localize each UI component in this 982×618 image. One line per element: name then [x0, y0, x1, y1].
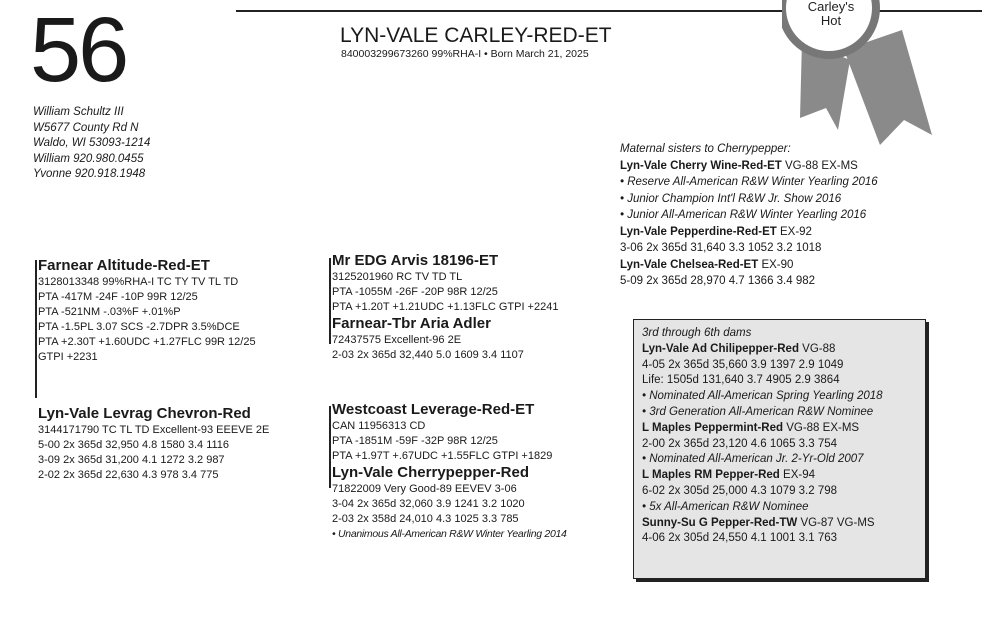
pedigree-bracket — [329, 406, 331, 488]
sire-sire-block — [38, 257, 256, 365]
pedigree-line: PTA -417M -24F -10P 99R 12/25 — [38, 291, 198, 303]
sister-score: EX-92 — [776, 225, 812, 238]
dam-entry-note: • 5x All-American R&W Nominee — [642, 500, 809, 513]
sister-note: • Reserve All-American R&W Winter Yearling 2016 — [620, 176, 878, 188]
dam-entry-score: VG-87 VG-MS — [797, 516, 875, 529]
pedigree-line: 3-09 2x 365d 31,200 4.1 1272 3.2 987 — [38, 454, 225, 466]
sire-block — [332, 252, 558, 363]
maternal-sisters — [620, 141, 878, 290]
sister-name: Lyn-Vale Chelsea-Red-ET — [620, 258, 759, 271]
dam-sire-name: Westcoast Leverage-Red-ET — [332, 401, 535, 418]
ribbon-line: Hot — [820, 13, 842, 28]
animal-name: LYN-VALE CARLEY-RED-ET — [340, 24, 612, 47]
sister-record: 3-06 2x 365d 31,640 3.3 1052 3.2 1018 — [620, 242, 822, 254]
dam-entry-record: Life: 1505d 131,640 3.7 4905 2.9 3864 — [642, 374, 840, 387]
consignor-line: Waldo, WI 53093-1214 — [33, 137, 151, 149]
sister-name: Lyn-Vale Pepperdine-Red-ET — [620, 225, 777, 238]
sister-name: Lyn-Vale Cherry Wine-Red-ET — [620, 159, 782, 172]
pedigree-line: 3-04 2x 365d 32,060 3.9 1241 3.2 1020 — [332, 498, 525, 510]
pedigree-line: PTA +1.97T +.67UDC +1.55FLC GTPI +1829 — [332, 450, 553, 462]
maternal-heading: Maternal sisters to Cherrypepper: — [620, 143, 791, 155]
sire-sire-name: Farnear Altitude-Red-ET — [38, 257, 210, 274]
pedigree-bracket — [35, 260, 37, 398]
pedigree-line: 2-03 2x 365d 32,440 5.0 1609 3.4 1107 — [332, 349, 524, 361]
pedigree-line: PTA -1851M -59F -32P 98R 12/25 — [332, 435, 498, 447]
pedigree-line: PTA -521NM -.03%F +.01%P — [38, 306, 181, 318]
pedigree-line: GTPI +2231 — [38, 351, 98, 363]
pedigree-bracket — [329, 258, 331, 344]
pedigree-line: 3125201960 RC TV TD TL — [332, 271, 463, 283]
dams-box — [633, 319, 926, 579]
pedigree-line: PTA -1055M -26F -20P 98R 12/25 — [332, 286, 498, 298]
pedigree-line: PTA +2.30T +1.60UDC +1.27FLC 99R 12/25 — [38, 336, 256, 348]
pedigree-line: PTA -1.5PL 3.07 SCS -2.7DPR 3.5%DCE — [38, 321, 240, 333]
sister-score: VG-88 EX-MS — [781, 159, 858, 172]
dam-entry-record: 2-00 2x 365d 23,120 4.6 1065 3.3 754 — [642, 437, 838, 450]
dam-entry-record: 6-02 2x 305d 25,000 4.3 1079 3.2 798 — [642, 484, 838, 497]
ribbon-label — [800, 0, 862, 28]
consignor-line: William 920.980.0455 — [33, 152, 144, 165]
consignor-line: W5677 County Rd N — [33, 121, 139, 134]
sister-note: • Junior Champion Int'l R&W Jr. Show 2016 — [620, 192, 842, 205]
dams-heading: 3rd through 6th dams — [642, 327, 752, 339]
pedigree-line: 5-00 2x 365d 32,950 4.8 1580 3.4 1116 — [38, 439, 230, 451]
pedigree-line: 72437575 Excellent-96 2E — [332, 334, 462, 346]
dam-entry-record: 4-05 2x 365d 35,660 3.9 1397 2.9 1049 — [642, 358, 844, 371]
pedigree-line: 2-02 2x 365d 22,630 4.3 978 3.4 775 — [38, 469, 219, 481]
dam-name: Lyn-Vale Cherrypepper-Red — [332, 464, 529, 481]
dam-entry-name: L Maples Peppermint-Red — [642, 421, 784, 434]
animal-id-line: 840003299673260 99%RHA-I • Born March 21, 2025 — [341, 48, 589, 60]
dam-entry-score: VG-88 — [798, 342, 836, 355]
pedigree-line: 3128013348 99%RHA-I TC TY TV TL TD — [38, 276, 239, 288]
sister-record: 5-09 2x 365d 28,970 4.7 1366 3.4 982 — [620, 275, 816, 287]
dam-note: • Unanimous All-American R&W Winter Yearling 2014 — [332, 528, 567, 540]
sister-score: EX-90 — [758, 258, 794, 271]
dam-entry-record: 4-06 2x 305d 24,550 4.1 1001 3.1 763 — [642, 532, 838, 545]
consignor-line: Yvonne 920.918.1948 — [33, 168, 146, 180]
dam-entry-name: L Maples RM Pepper-Red — [642, 469, 780, 482]
dam-sire-block — [332, 401, 567, 542]
lot-number: 56 — [30, 0, 127, 101]
pedigree-line: 3144171790 TC TL TD Excellent-93 EEEVE 2E — [38, 424, 270, 436]
sister-note: • Junior All-American R&W Winter Yearling 2016 — [620, 209, 867, 221]
pedigree-line: 71822009 Very Good-89 EEVEV 3-06 — [332, 483, 517, 495]
dam-entry-note: • Nominated All-American Spring Yearling 2018 — [642, 390, 883, 403]
dam-sire-left-name: Lyn-Vale Levrag Chevron-Red — [38, 405, 251, 422]
pedigree-line: CAN 11956313 CD — [332, 420, 426, 432]
pedigree-line: 2-03 2x 358d 24,010 4.3 1025 3.3 785 — [332, 513, 519, 525]
pedigree-line: PTA +1.20T +1.21UDC +1.13FLC GTPI +2241 — [332, 301, 559, 313]
consignor-line: William Schultz III — [33, 106, 124, 118]
consignor-info — [33, 105, 150, 183]
dam-entry-note: • 3rd Generation All-American R&W Nominee — [642, 405, 874, 418]
dam-entry-score: VG-88 EX-MS — [783, 421, 860, 434]
dam-sire-left-block — [38, 405, 269, 483]
dam-entry-score: EX-94 — [779, 469, 815, 482]
sire-dam-name: Farnear-Tbr Aria Adler — [332, 315, 491, 332]
sire-name: Mr EDG Arvis 18196-ET — [332, 252, 499, 269]
dam-entry-name: Lyn-Vale Ad Chilipepper-Red — [642, 342, 799, 355]
dam-entry-note: • Nominated All-American Jr. 2-Yr-Old 2007 — [642, 453, 864, 466]
dam-entry-name: Sunny-Su G Pepper-Red-TW — [642, 516, 798, 529]
ribbon-line: Carley's — [807, 0, 855, 14]
